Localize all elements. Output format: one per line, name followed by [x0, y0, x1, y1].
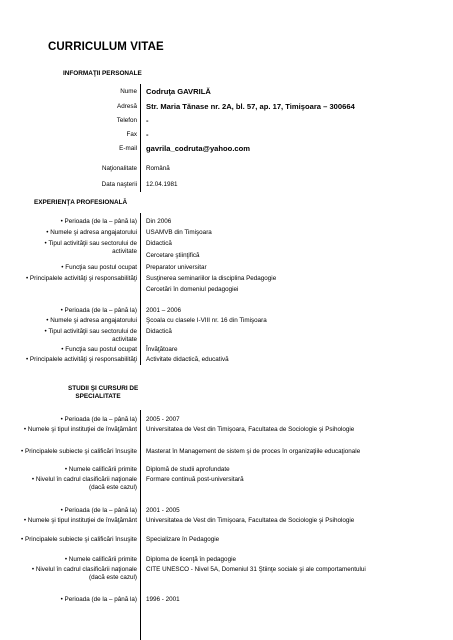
value-level: Formare continuă post-universitară	[146, 476, 244, 483]
section-heading-experience: EXPERIENŢA PROFESIONALĂ	[34, 199, 128, 206]
label-institution: • Numele şi tipul instituţiei de învăţământ	[23, 517, 137, 524]
value-position: Învăţătoare	[146, 346, 178, 353]
label-level: • Nivelul în cadrul clasificării naţionale (dacă este cazul)	[31, 566, 137, 581]
label-subjects: • Principalele subiecte şi calificări însuşite	[21, 448, 137, 455]
value-institution: Universitatea de Vest din Timişoara, Facultatea de Sociologie şi Psihologie	[146, 426, 355, 433]
label-period: • Perioada (de la – până la)	[60, 416, 137, 423]
value-subjects: Masterat în Management de sistem şi de proces în organizaţiile educaţionale	[146, 448, 361, 455]
value-employer: USAMVB din Timişoara	[146, 229, 212, 236]
value-institution: Universitatea de Vest din Timişoara, Facultatea de Sociologie şi Psihologie	[146, 517, 355, 524]
value-fax: -	[146, 130, 149, 139]
value-duties: Activitate didactică, educativă	[146, 356, 229, 363]
value-sector: Didactică	[146, 240, 172, 247]
value-sector: Cercetare ştiinţifică	[146, 252, 200, 259]
section-heading-education	[68, 385, 140, 401]
label-period: • Perioada (de la – până la)	[60, 218, 137, 225]
vertical-divider	[140, 213, 141, 365]
label-position: • Funcţia sau postul ocupat	[61, 346, 137, 353]
label-address: Adresă	[117, 103, 137, 110]
value-qualification: Diplomă de studii aprofundate	[146, 466, 230, 473]
section-heading-education-line2: SPECIALITATE	[75, 393, 121, 400]
label-name: Nume	[120, 88, 137, 95]
value-email: gavrila_codruta@yahoo.com	[146, 144, 251, 153]
value-nationality: Română	[146, 165, 170, 172]
label-birthdate: Data naşterii	[101, 181, 137, 188]
page-title: CURRICULUM VITAE	[48, 41, 164, 53]
label-period: • Perioada (de la – până la)	[60, 596, 137, 603]
label-fax: Fax	[126, 131, 137, 138]
value-duties: Cercetări în domeniul pedagogiei	[146, 286, 239, 293]
section-heading-personal: INFORMAŢII PERSONALE	[63, 70, 142, 77]
value-name: Codruţa GAVRILĂ	[146, 87, 211, 96]
label-email: E-mail	[119, 145, 137, 152]
value-subjects: Specializare în Pedagogie	[146, 536, 220, 543]
value-level: CITE UNESCO - Nivel 5A, Domeniul 31 Ştiinţe sociale şi ale comportamentului	[146, 566, 366, 573]
label-institution: • Numele şi tipul instituţiei de învăţământ	[23, 426, 137, 433]
vertical-divider	[140, 410, 141, 640]
value-period: 2001 - 2005	[146, 507, 180, 514]
value-duties: Susţinerea seminariilor la disciplina Pedagogie	[146, 275, 277, 282]
label-qualification: • Numele calificării primite	[64, 556, 137, 563]
value-address: Str. Maria Tănase nr. 2A, bl. 57, ap. 17, Timişoara – 300664	[146, 102, 355, 111]
label-position: • Funcţia sau postul ocupat	[61, 264, 137, 271]
value-position: Preparator universitar	[146, 264, 207, 271]
value-birthdate: 12.04.1981	[146, 181, 178, 188]
value-period: 1996 - 2001	[146, 596, 180, 603]
value-qualification: Diploma de licenţă în pedagogie	[146, 556, 236, 563]
label-period: • Perioada (de la – până la)	[60, 307, 137, 314]
value-phone: -	[146, 116, 149, 125]
value-period: Din 2006	[146, 218, 172, 225]
label-sector: • Tipul activităţii sau sectorului de activitate	[44, 328, 137, 343]
label-subjects: • Principalele subiecte şi calificări însuşite	[21, 536, 137, 543]
value-employer: Şcoala cu clasele I-VIII nr. 16 din Timişoara	[146, 317, 267, 324]
label-period: • Perioada (de la – până la)	[60, 507, 137, 514]
label-duties: • Principalele activităţi şi responsabilităţi	[25, 275, 137, 282]
label-phone: Telefon	[116, 117, 137, 124]
label-employer: • Numele şi adresa angajatorului	[46, 229, 137, 236]
label-level: • Nivelul în cadrul clasificării naţionale (dacă este cazul)	[31, 476, 137, 491]
label-nationality: Naţionalitate	[101, 165, 137, 172]
label-employer: • Numele şi adresa angajatorului	[46, 317, 137, 324]
label-sector: • Tipul activităţii sau sectorului de activitate	[44, 240, 137, 255]
vertical-divider	[140, 84, 141, 192]
section-heading-education-line1: STUDII ŞI CURSURI DE	[68, 385, 139, 392]
value-period: 2001 – 2006	[146, 307, 182, 314]
label-duties: • Principalele activităţi şi responsabilităţi	[25, 356, 137, 363]
value-sector: Didactică	[146, 328, 172, 335]
value-period: 2005 - 2007	[146, 416, 180, 423]
label-qualification: • Numele calificării primite	[64, 466, 137, 473]
